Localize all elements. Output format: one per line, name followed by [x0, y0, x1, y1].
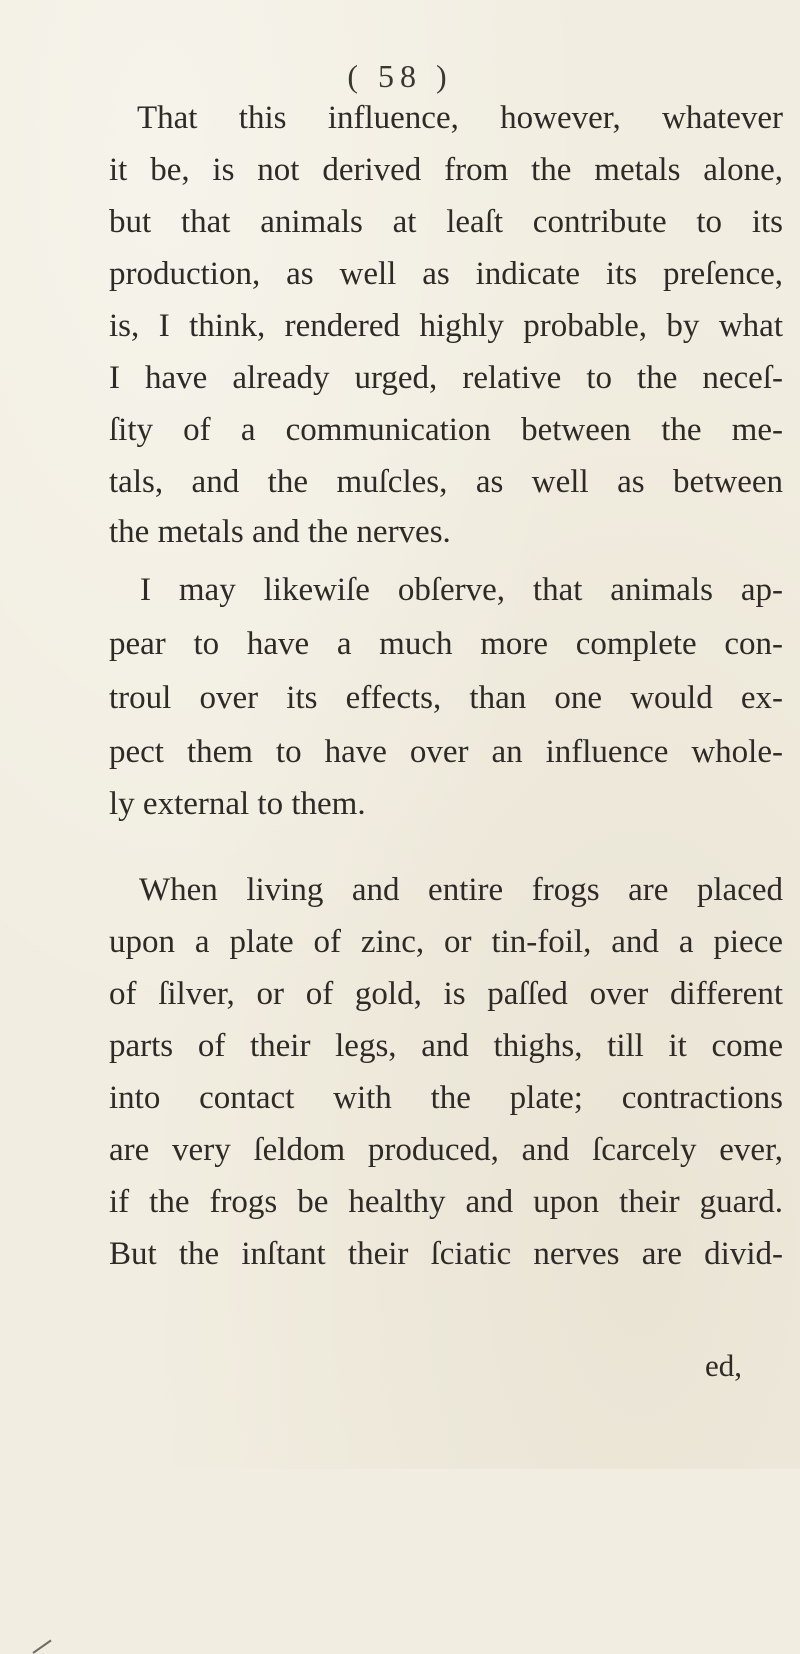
text-line: is, I think, rendered highly probable, by what [109, 308, 783, 344]
text-line: That this influence, however, whatever [137, 100, 783, 136]
text-line: but that animals at leaſt contribute to its [109, 204, 783, 240]
catchword: ed, [705, 1348, 743, 1383]
text-line: ly external to them. [109, 786, 366, 822]
text-line: production, as well as indicate its preſence, [109, 256, 783, 292]
text-line: tals, and the muſcles, as well as between [109, 464, 783, 500]
text-line: But the inſtant their ſciatic nerves are divid- [109, 1236, 783, 1272]
text-line: it be, is not derived from the metals alone, [109, 152, 783, 188]
text-line: When living and entire frogs are placed [139, 872, 783, 908]
text-line: pear to have a much more complete con- [109, 626, 783, 662]
text-line: the metals and the nerves. [109, 514, 451, 550]
text-line: if the frogs be healthy and upon their guard. [109, 1184, 783, 1220]
text-line: upon a plate of zinc, or tin-foil, and a piece [109, 924, 783, 960]
stray-mark [32, 1640, 51, 1654]
text-line: are very ſeldom produced, and ſcarcely ever, [109, 1132, 783, 1168]
text-line: I have already urged, relative to the neceſ- [109, 360, 783, 396]
text-line: I may likewiſe obſerve, that animals ap- [140, 572, 783, 608]
text-line: troul over its effects, than one would ex- [109, 680, 783, 716]
page-number: ( 58 ) [347, 58, 453, 94]
text-line: into contact with the plate; contractions [109, 1080, 783, 1116]
text-line: parts of their legs, and thighs, till it come [109, 1028, 783, 1064]
text-line: ſity of a communication between the me- [109, 412, 783, 448]
text-line: of ſilver, or of gold, is paſſed over different [109, 976, 783, 1012]
text-line: pect them to have over an influence whole- [109, 734, 783, 770]
